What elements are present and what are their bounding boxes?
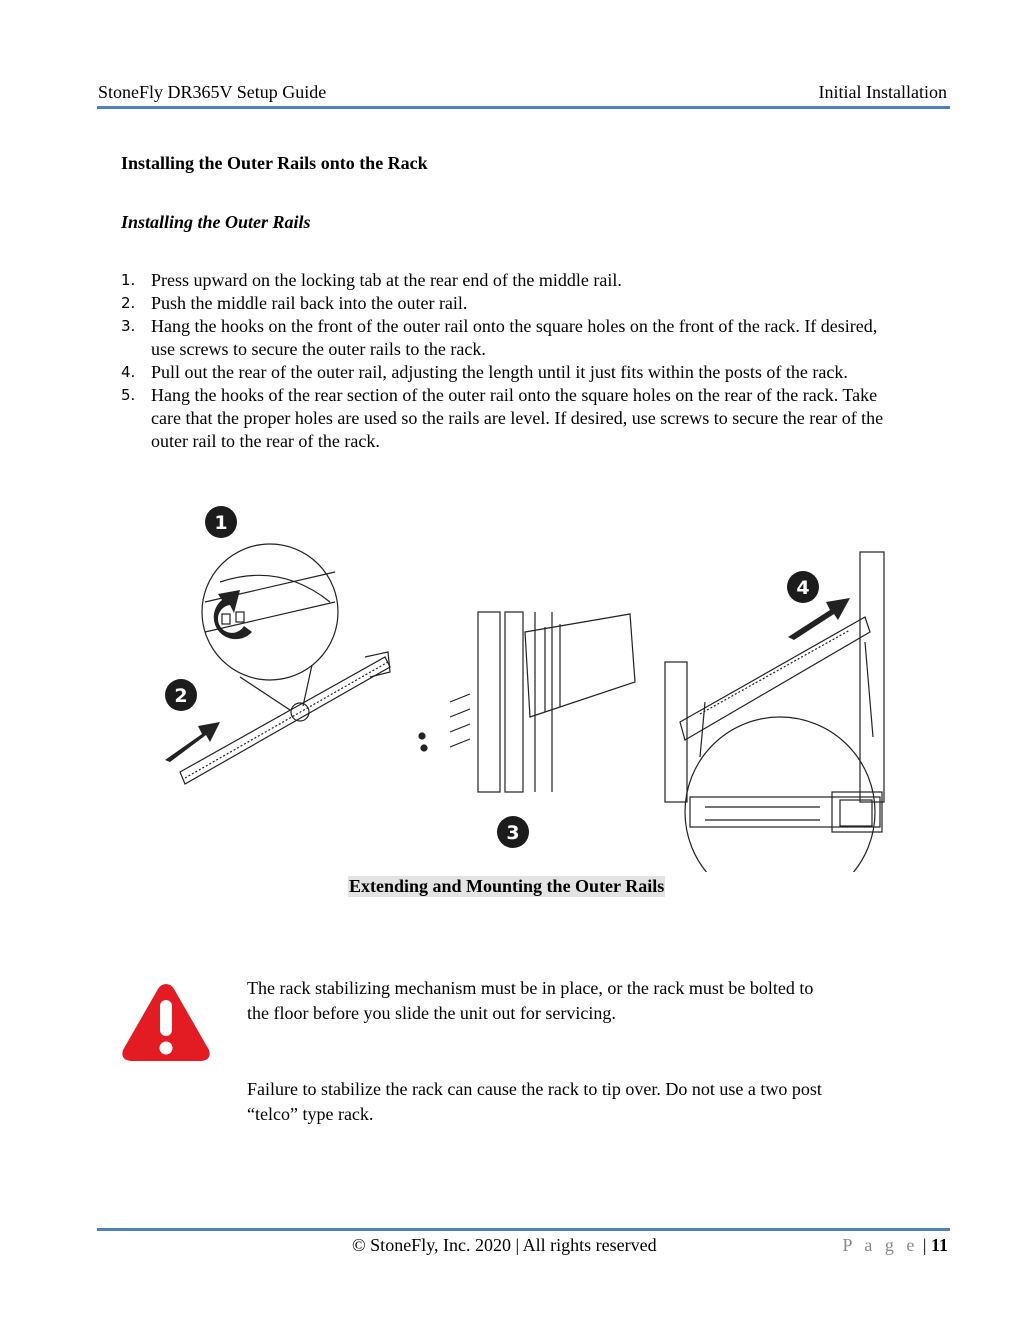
list-item (121, 361, 901, 384)
warning-text-tip-over: Failure to stabilize the rack can cause the rack to tip over. Do not use a two post “telco” type rack. (247, 1079, 822, 1124)
rack-post-left (665, 662, 687, 802)
rear-magnifier-circle (685, 717, 875, 872)
magnifier-circle (202, 544, 338, 680)
push-arrow-icon (165, 722, 220, 762)
step-text: Press upward on the locking tab at the rear end of the middle rail. (151, 270, 622, 290)
page-label: P a g e (842, 1235, 919, 1255)
middle-rail (180, 657, 390, 784)
warning-text-stabilizer: The rack stabilizing mechanism must be in place, or the rack must be bolted to the floor before you slide the unit out for servicing. (247, 978, 814, 1023)
outer-rail-front (525, 614, 635, 717)
steps-list (121, 269, 901, 453)
figure-caption: Extending and Mounting the Outer Rails (349, 876, 665, 896)
list-item (121, 292, 901, 315)
callout-2 (165, 679, 197, 711)
step-text: Push the middle rail back into the outer rail. (151, 293, 468, 313)
svg-text:2: 2 (174, 685, 188, 707)
step-text: Pull out the rear of the outer rail, adjusting the length until it just fits within the posts of the rack. (151, 362, 848, 382)
list-item (121, 269, 901, 292)
rack-post-front (478, 612, 500, 792)
svg-text:3: 3 (506, 822, 520, 844)
section-title: Installing the Outer Rails onto the Rack (121, 153, 428, 173)
exclamation-warning-icon (119, 980, 213, 1064)
rack-post-rear (860, 552, 884, 802)
rail-installation-figure (160, 502, 900, 872)
svg-text:4: 4 (796, 577, 810, 599)
step-text: Hang the hooks on the front of the outer rail onto the square holes on the front of the rack. If desired, use screws to secure the outer rails to the rack. (151, 316, 878, 359)
section-subtitle: Installing the Outer Rails (121, 212, 311, 232)
step-text: Hang the hooks of the rear section of the outer rail onto the square holes on the rear of the rack. Take care that the proper holes are used so the rails are level. If desired, use screws to secure the rear of the outer rail to the rear of the rack. (151, 385, 884, 451)
rotate-arrow-icon (214, 590, 252, 639)
step-number: 1. (121, 271, 136, 289)
footer-rule (97, 1228, 950, 1231)
list-item (121, 384, 901, 453)
outer-rail-extended (680, 617, 870, 740)
step-number: 3. (121, 317, 136, 335)
step-number: 5. (121, 386, 136, 404)
list-item (121, 315, 901, 361)
callout-4 (787, 571, 819, 603)
header-title: StoneFly DR365V Setup Guide (98, 82, 327, 102)
callout-3 (497, 816, 529, 848)
footer-copyright: © StoneFly, Inc. 2020 | All rights reserved (352, 1235, 657, 1255)
page-number: 11 (930, 1235, 948, 1255)
header-rule (97, 106, 950, 109)
page-number-block (843, 1235, 948, 1256)
pull-arrow-icon (788, 598, 850, 640)
step-number: 2. (121, 294, 136, 312)
step-number: 4. (121, 363, 136, 381)
header-section: Initial Installation (818, 82, 947, 102)
page-separator: | (922, 1235, 927, 1255)
svg-text:1: 1 (214, 512, 228, 534)
callout-1 (205, 506, 237, 538)
